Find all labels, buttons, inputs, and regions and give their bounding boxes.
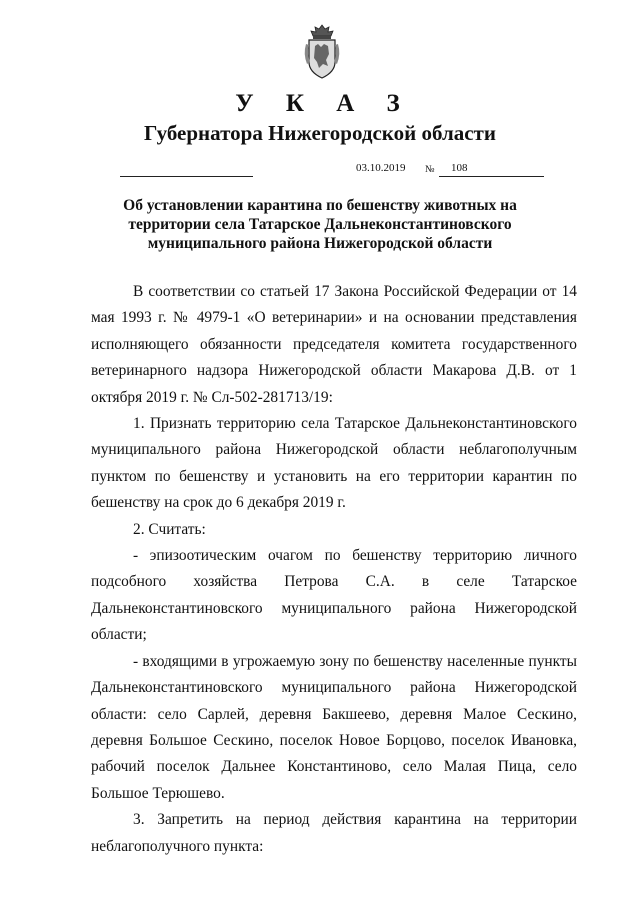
- paragraph-preamble: В соответствии со статьей 17 Закона Российской Федерации от 14 мая 1993 г. № 4979-1 «О ветеринарии» и на основании представления исполняющего обязанности председателя комитета государственного ветеринарного надзора Нижегородской области Макарова Д.В. от 1 октября 2019 г. № Сл-502-281713/19:: [91, 283, 577, 406]
- decree-issuer: Губернатора Нижегородской области: [144, 121, 496, 145]
- paragraph-2-item-2: - входящими в угрожаемую зону по бешенству населенные пункты Дальнеконстантиновского муниципального района Нижегородской области: село Сарлей, деревня Бакшеево, деревня Малое Сескино, деревня Большое Сескино, поселок Новое Борцово, поселок Ивановка, рабочий поселок Дальнее Константиново, село Малая Пица, село Большое Терюшево.: [91, 652, 577, 802]
- decree-body: [91, 279, 577, 860]
- heading-line: муниципального района Нижегородской области: [147, 235, 493, 252]
- decree-date: 03.10.2019: [356, 162, 406, 174]
- number-line: [439, 176, 544, 177]
- coat-of-arms-icon: [302, 24, 342, 80]
- decree-title: У К А З: [235, 90, 413, 117]
- decree-heading: [0, 196, 640, 253]
- paragraph-2-item-1: - эпизоотическим очагом по бешенству территорию личного подсобного хозяйства Петрова С.А. в селе Татарское Дальнеконстантиновского муниципального района Нижегородской области;: [91, 547, 577, 644]
- paragraph-3: 3. Запретить на период действия карантина на территории неблагополучного пункта:: [91, 811, 577, 855]
- signature-line: [120, 176, 253, 177]
- heading-line: территории села Татарское Дальнеконстантиновского: [128, 216, 512, 233]
- decree-number: 108: [451, 162, 468, 174]
- number-sign: №: [425, 164, 435, 175]
- heading-line: Об установлении карантина по бешенству животных на: [123, 197, 517, 214]
- paragraph-1: 1. Признать территорию села Татарское Дальнеконстантиновского муниципального района Нижегородской области неблагополучным пунктом по бешенству и установить на его территории карантин по бешенству на срок до 6 декабря 2019 г.: [91, 415, 577, 512]
- paragraph-2: 2. Считать:: [133, 520, 206, 538]
